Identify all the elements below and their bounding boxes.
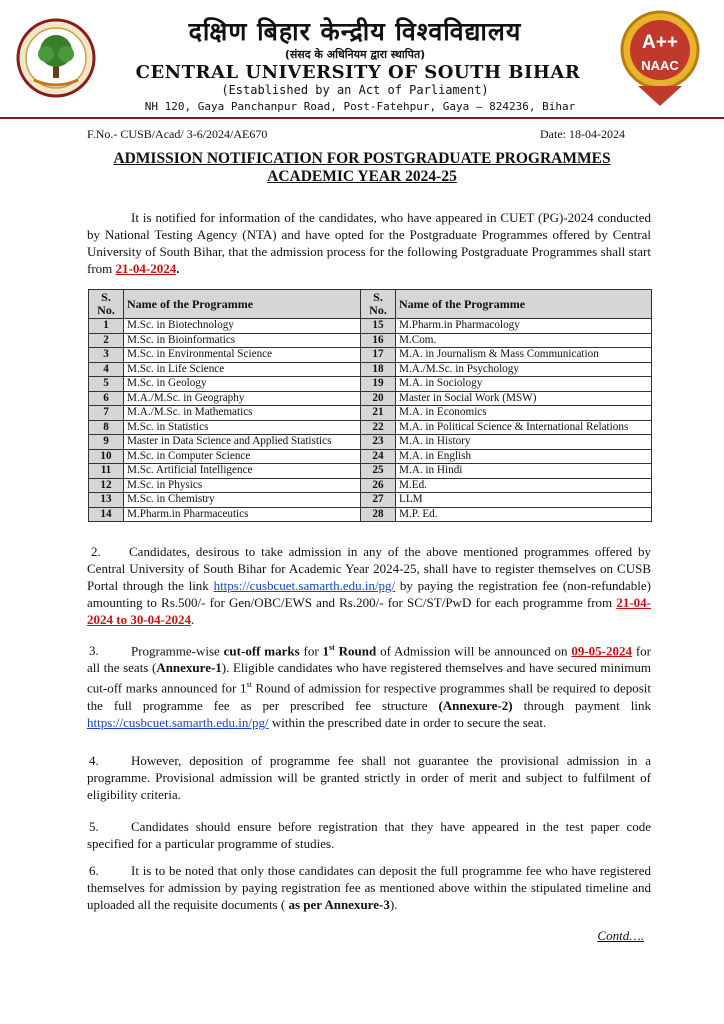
table-row [89,420,652,435]
paragraph-6-end: ). [389,897,398,912]
round-label: Round [334,643,377,659]
programme-table-body [89,319,652,522]
paragraph-6 [87,862,651,913]
table-row [89,391,652,406]
paragraph-5 [87,818,651,852]
row-sno: 15 [361,319,396,334]
row-sno: 12 [89,478,124,493]
annexure-2-ref: (Annexure-2) [438,697,513,713]
table-row [89,333,652,348]
programme-name: M.Com. [396,333,652,348]
row-sno: 18 [361,362,396,377]
row-sno: 5 [89,377,124,392]
programme-name: M.A./M.Sc. in Geography [124,391,361,406]
paragraph-2-end: . [191,612,195,627]
programme-name: M.Sc. in Computer Science [124,449,361,464]
row-sno: 10 [89,449,124,464]
programme-name: M.A. in Economics [396,406,652,421]
established-note: (Established by an Act of Parliament) [221,83,489,97]
university-logo [16,18,96,98]
notification-heading [60,150,664,186]
paragraph-number: 6. [89,863,99,878]
university-address: NH 120, Gaya Panchanpur Road, Post-Fatehpur, Gaya – 824236, Bihar [144,100,576,113]
programme-name: M.A./M.Sc. in Psychology [396,362,652,377]
programme-name: M.Sc. in Geology [124,377,361,392]
paragraph-number: 2. [91,544,101,559]
table-row [89,435,652,450]
heading-line-1: ADMISSION NOTIFICATION FOR POSTGRADUATE PROGRAMMES [113,150,611,167]
row-sno: 4 [89,362,124,377]
paragraph-number: 5. [89,819,99,834]
document-date: Date: 18-04-2024 [540,127,625,141]
p3-text: Round of admission for respective programmes shall be required to deposit the full programme fee as per prescribed fee structure [87,680,652,713]
heading-line-2: ACADEMIC YEAR 2024-25 [267,168,457,185]
row-sno: 23 [361,435,396,450]
intro-start-date: 21-04-2024 [115,261,177,276]
programme-name: M.Ed. [396,478,652,493]
table-row [89,507,652,522]
programme-name: M.A./M.Sc. in Mathematics [124,406,361,421]
programme-name: M.A. in English [396,449,652,464]
paragraph-number: 3. [89,643,99,659]
row-sno: 22 [361,420,396,435]
row-sno: 19 [361,377,396,392]
p3-text: Programme-wise [131,643,224,659]
registration-end-date: 30-04-2024 [130,612,192,627]
programme-name: M.A. in Political Science & International Relations [396,420,652,435]
intro-paragraph [87,209,651,277]
row-sno: 27 [361,493,396,508]
paragraph-2-text: Candidates, desirous to take admission in any of the above mentioned programmes offered by Central University of South Bihar for Academic Year 2024-25, shall have to register themselves on CUSB Portal through the link [87,544,651,593]
paragraph-5-text: Candidates should ensure before registration that they have appeared in the test paper code specified for a particular programme of studies. [87,819,651,851]
column-header-sno: S. No. [361,290,396,319]
row-sno: 3 [89,348,124,363]
programme-name: M.Sc. in Bioinformatics [124,333,361,348]
row-sno: 14 [89,507,124,522]
row-sno: 24 [361,449,396,464]
annexure-3-ref: as per Annexure-3 [288,897,390,912]
p3-text: for [299,643,323,659]
row-sno: 6 [89,391,124,406]
programme-name: M.Sc. in Physics [124,478,361,493]
row-sno: 21 [361,406,396,421]
programme-name: M.Sc. in Chemistry [124,493,361,508]
table-row [89,362,652,377]
registration-start-date: 21-04-2024 [87,595,651,627]
paragraph-3 [87,639,651,731]
university-subtitle-hindi: (संसद के अधिनियम द्वारा स्थापित) [284,48,426,61]
column-header-programme: Name of the Programme [396,290,652,319]
table-row [89,493,652,508]
table-row [89,377,652,392]
programme-name: M.A. in Journalism & Mass Communication [396,348,652,363]
paragraph-4 [87,752,651,803]
row-sno: 7 [89,406,124,421]
p3-text: through payment link [512,697,651,713]
university-name-english: CENTRAL UNIVERSITY OF SOUTH BIHAR [135,62,581,83]
programme-name: LLM [396,493,652,508]
annexure-1-ref: Annexure-1 [156,660,222,676]
row-sno: 25 [361,464,396,479]
p3-text: of Admission will be announced on [376,643,572,659]
table-row [89,464,652,479]
programme-name: M.A. in Hindi [396,464,652,479]
row-sno: 17 [361,348,396,363]
round-suffix: st [246,680,252,690]
programme-name: Master in Social Work (MSW) [396,391,652,406]
programme-name: M.Sc. Artificial Intelligence [124,464,361,479]
intro-end: . [176,261,180,276]
header-divider [0,117,724,119]
paragraph-4-text: However, deposition of programme fee shall not guarantee the provisional admission in a programme. Provisional admission will be granted strictly in order of merit and subject to fulfilment of eligibility criteria. [87,753,651,802]
programme-name: M.P. Ed. [396,507,652,522]
programme-name: Master in Data Science and Applied Statistics [124,435,361,450]
paragraph-number: 4. [89,753,99,768]
row-sno: 16 [361,333,396,348]
table-row [89,319,652,334]
column-header-sno: S. No. [89,290,124,319]
table-row [89,478,652,493]
programme-name: M.A. in History [396,435,652,450]
continued-note: Contd…. [597,928,644,943]
payment-link[interactable]: https://cusbcuet.samarth.edu.in/pg/ [87,714,269,730]
row-sno: 28 [361,507,396,522]
paragraph-2 [87,543,651,628]
naac-grade: A++ [642,32,678,53]
round-number: 1 [322,643,330,659]
cutoff-announcement-date: 09-05-2024 [571,643,632,659]
row-sno: 2 [89,333,124,348]
programme-name: M.Pharm.in Pharmacology [396,319,652,334]
intro-text: It is notified for information of the candidates, who have appeared in CUET (PG)-2024 conducted by National Testing Agency (NTA) and have opted for the Postgraduate Programmes offered by Central University of South Bihar, that the admission process for the following Postgraduate Programmes shall start from [87,210,651,276]
row-sno: 13 [89,493,124,508]
p3-text: for all the seats ( [87,643,651,676]
column-header-programme: Name of the Programme [124,290,361,319]
programme-name: M.Sc. in Biotechnology [124,319,361,334]
paragraph-2-text-cont: by paying the registration fee (non-refundable) amounting to Rs.500/- for Gen/OBC/EWS and Rs.200/- for SC/ST/PwD for each programme from [87,578,652,610]
row-sno: 20 [361,391,396,406]
programme-table [88,289,652,522]
programme-name: M.A. in Sociology [396,377,652,392]
row-sno: 9 [89,435,124,450]
table-row [89,406,652,421]
cutoff-marks-label: cut-off marks [223,643,300,659]
paragraph-6-text: It is to be noted that only those candidates can deposit the full programme fee who have registered themselves for admission by paying registration fee as mentioned above within the stipulated timeline and uploaded all the requisite documents ( [87,863,651,912]
table-row [89,449,652,464]
file-number: F.No.- CUSB/Acad/ 3-6/2024/AE670 [87,127,268,141]
programme-name: M.Pharm.in Pharmaceutics [124,507,361,522]
table-header-row [89,290,652,319]
naac-label: NAAC [641,58,679,73]
programme-name: M.Sc. in Life Science [124,362,361,377]
table-row [89,348,652,363]
p3-text: within the prescribed date in order to secure the seat. [268,714,547,730]
row-sno: 8 [89,420,124,435]
round-suffix: st [329,643,335,652]
p3-text: ). Eligible candidates who have registered themselves and have secured minimum cut-off marks announced for 1 [87,660,651,696]
row-sno: 1 [89,319,124,334]
registration-link[interactable]: https://cusbcuet.samarth.edu.in/pg/ [213,578,396,593]
university-name-hindi: दक्षिण बिहार केन्द्रीय विश्वविद्यालय [188,17,522,46]
registration-date-separator: to [113,612,131,627]
programme-name: M.Sc. in Statistics [124,420,361,435]
row-sno: 11 [89,464,124,479]
programme-name: M.Sc. in Environmental Science [124,348,361,363]
row-sno: 26 [361,478,396,493]
